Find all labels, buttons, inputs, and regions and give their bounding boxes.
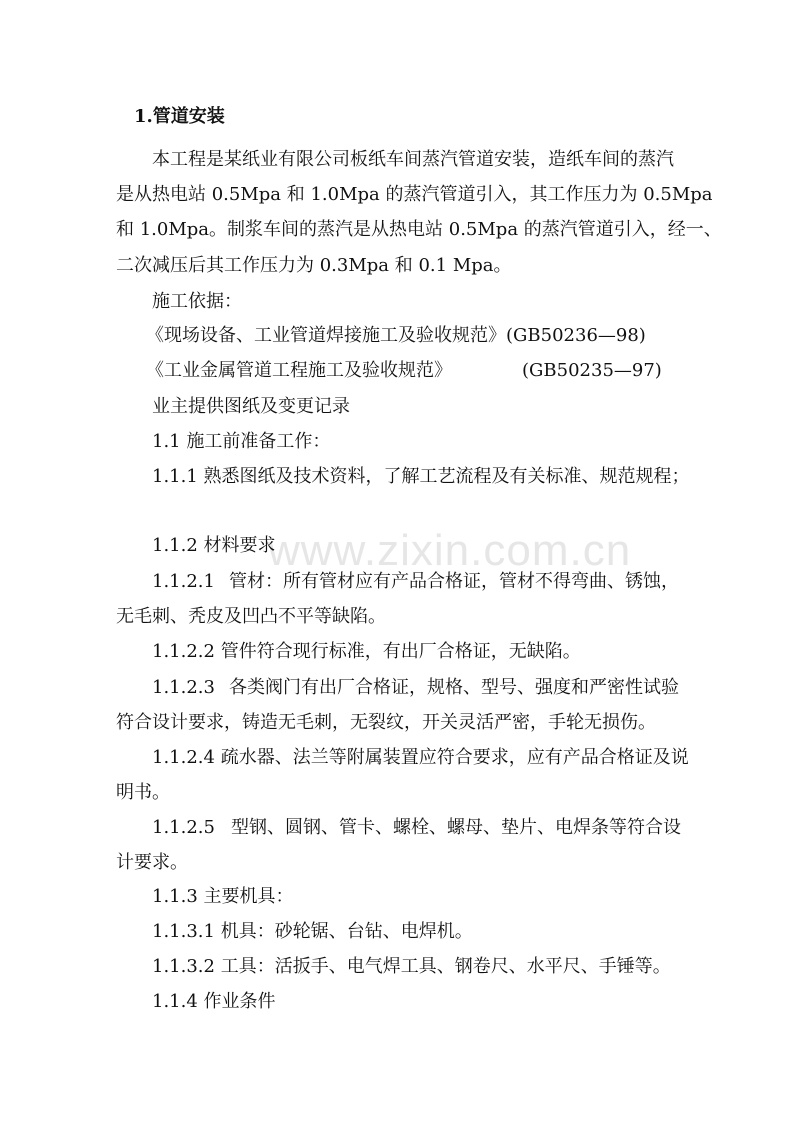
standard-1-name: 《现场设备、工业管道焊接施工及验收规范》 <box>146 325 506 346</box>
item-1-1-2-5-number: 1.1.2.5 <box>152 817 215 838</box>
item-1-1-3-2: 1.1.3.2 工具：活扳手、电气焊工具、钢卷尺、水平尺、手锤等。 <box>152 956 671 977</box>
standard-2-code: (GB50235—97) <box>522 360 662 381</box>
basis-label: 施工依据： <box>152 291 242 312</box>
item-1-1-2-3-number: 1.1.2.3 <box>152 677 215 698</box>
standard-1 <box>146 324 646 348</box>
item-1-1-2-3-line-2: 符合设计要求，铸造无毛刺，无裂纹，开关灵活严密，手轮无损伤。 <box>116 712 656 733</box>
item-1-1-3-1: 1.1.3.1 机具：砂轮锯、台钻、电焊机。 <box>152 921 473 942</box>
owner-records: 业主提供图纸及变更记录 <box>152 396 350 417</box>
item-1-1-2-1-line-2: 无毛刺、秃皮及凹凸不平等缺陷。 <box>116 606 386 627</box>
item-1-1-2-4-line-2: 明书。 <box>116 782 170 803</box>
item-1-1-2-4-line-1: 1.1.2.4 疏水器、法兰等附属装置应符合要求，应有产品合格证及说 <box>152 747 689 768</box>
intro-line-2: 是从热电站 0.5Mpa 和 1.0Mpa 的蒸汽管道引入，其工作压力为 0.5Mpa <box>116 184 713 205</box>
item-1-1-2-2: 1.1.2.2 管件符合现行标准，有出厂合格证，无缺陷。 <box>152 641 581 662</box>
section-1-1: 1.1 施工前准备工作： <box>152 431 331 452</box>
section-1-1-3: 1.1.3 主要机具： <box>152 886 294 907</box>
standard-1-code: (GB50236—98) <box>506 325 646 346</box>
watermark: www.zixin.com.cn <box>268 526 632 575</box>
section-1-1-1: 1.1.1 熟悉图纸及技术资料，了解工艺流程及有关标准、规范规程； <box>152 466 690 487</box>
item-1-1-2-1-line-1: 管材：所有管材应有产品合格证，管材不得弯曲、锈蚀， <box>229 571 679 592</box>
intro-line-1: 本工程是某纸业有限公司板纸车间蒸汽管道安装，造纸车间的蒸汽 <box>152 149 674 170</box>
section-heading: 1.管道安装 <box>134 106 225 127</box>
intro-line-3: 和 1.0Mpa。制浆车间的蒸汽是从热电站 0.5Mpa 的蒸汽管道引入，经一、 <box>116 219 722 240</box>
item-1-1-2-1-number: 1.1.2.1 <box>152 571 215 592</box>
item-1-1-2-3-line-1: 各类阀门有出厂合格证，规格、型号、强度和严密性试验 <box>229 677 679 698</box>
section-1-1-2: 1.1.2 材料要求 <box>152 535 276 556</box>
section-1-1-4: 1.1.4 作业条件 <box>152 991 276 1012</box>
item-1-1-2-5-line-2: 计要求。 <box>116 852 188 873</box>
item-1-1-2-5-line-1: 型钢、圆钢、管卡、螺栓、螺母、垫片、电焊条等符合设 <box>231 817 681 838</box>
intro-line-4: 二次减压后其工作压力为 0.3Mpa 和 0.1 Mpa。 <box>116 255 512 276</box>
standard-2-name: 《工业金属管道工程施工及验收规范》 <box>146 360 452 381</box>
